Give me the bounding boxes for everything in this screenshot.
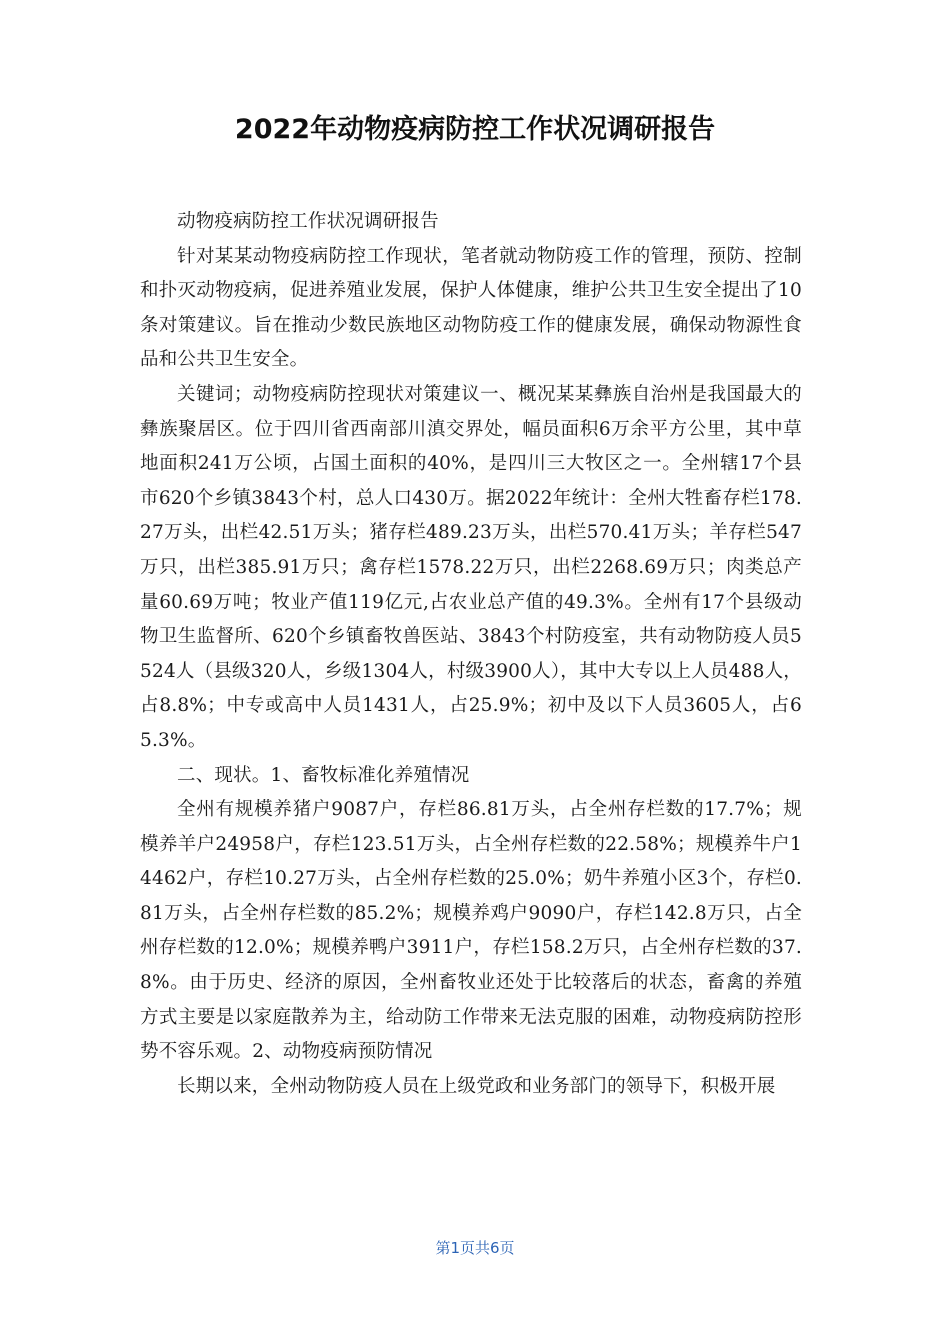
page-number-footer: 第1页共6页 [435,1239,515,1257]
paragraph-prevention: 长期以来，全州动物防疫人员在上级党政和业务部门的领导下，积极开展 [177,1075,776,1097]
paragraph-subtitle: 动物疫病防控工作状况调研报告 [177,211,439,232]
paragraph-abstract: 针对某某动物疫病防控工作现状，笔者就动物防疫工作的管理，预防、控制和扑灭动物疫病，促进养殖业发展，保护人体健康，维护公共卫生安全提出了10条对策建议。旨在推动少数民族地区动物防疫工作的健康发展，确保动物源性食品和公共卫生安全。 [140,245,802,371]
paragraph-keywords-overview: 关键词；动物疫病防控现状对策建议一、概况某某彝族自治州是我国最大的彝族聚居区。位于四川省西南部川滇交界处，幅员面积6万余平方公里，其中草地面积241万公顷，占国土面积的40%，是四川三大牧区之一。全州辖17个县市620个乡镇3843个村，总人口430万。据2022年统计：全州大牲畜存栏178.27万头，出栏42.51万头；猪存栏489.23万头，出栏570.41万头；羊存栏547万只，出栏385.91万只；禽存栏1578.22万只，出栏2268.69万只；肉类总产量60.69万吨；牧业产值119亿元,占农业总产值的49.3%。全州有17个县级动物卫生监督所、620个乡镇畜牧兽医站、3843个村防疫室，共有动物防疫人员5524人（县级320人，乡级1304人，村级3900人），其中大专以上人员488人，占8.8%；中专或高中人员1431人，占25.9%；初中及以下人员3605人，占65.3%。 [140,383,802,751]
document-title: 2022年动物疫病防控工作状况调研报告 [234,114,716,145]
paragraph-breeding-status: 全州有规模养猪户9087户，存栏86.81万头，占全州存栏数的17.7%；规模养羊户24958户，存栏123.51万头，占全州存栏数的22.58%；规模养牛户14462户，存栏10.27万头，占全州存栏数的25.0%；奶牛养殖小区3个，存栏0.81万头，占全州存栏数的85.2%；规模养鸡户9090户，存栏142.8万只，占全州存栏数的12.0%；规模养鸭户3911户，存栏158.2万只，占全州存栏数的37.8%。由于历史、经济的原因，全州畜牧业还处于比较落后的状态，畜禽的养殖方式主要是以家庭散养为主，给动防工作带来无法克服的困难，动物疫病防控形势不容乐观。2、动物疫病预防情况 [140,799,802,1063]
document-body [140,205,802,1104]
paragraph-section-heading: 二、现状。1、畜牧标准化养殖情况 [177,764,470,786]
